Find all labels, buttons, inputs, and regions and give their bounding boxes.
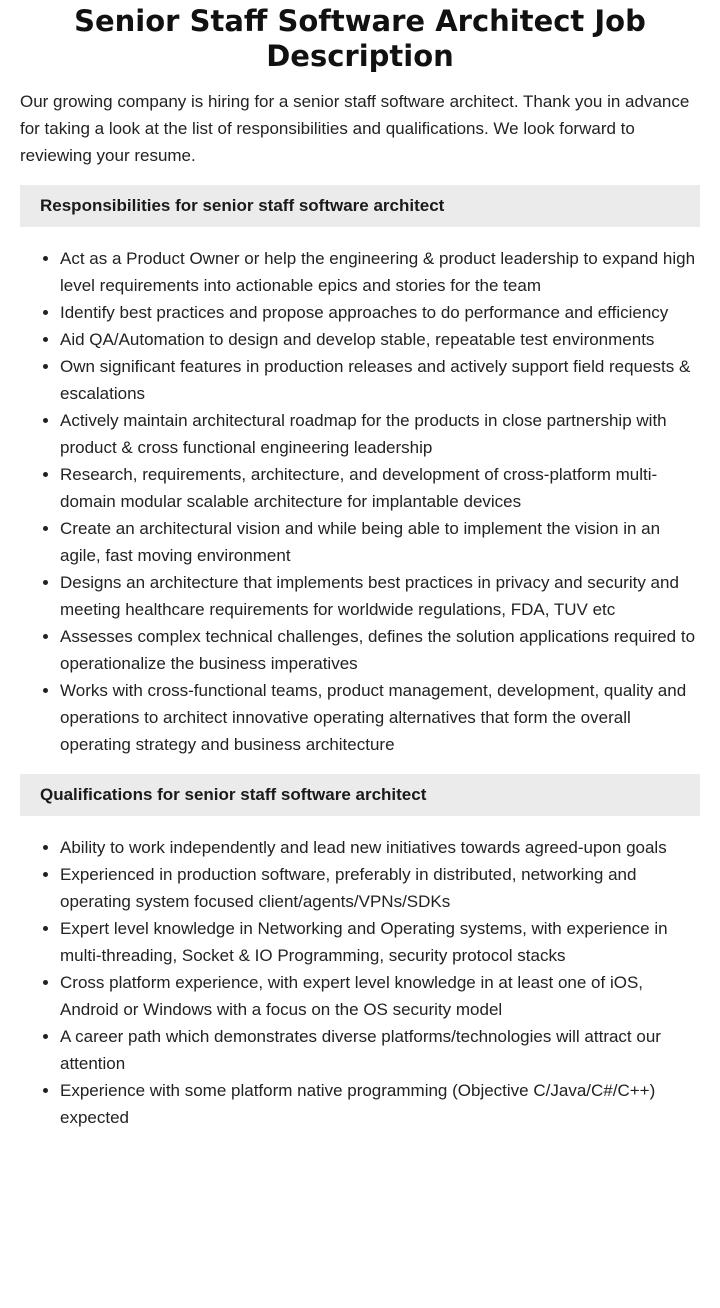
responsibility-item: • Works with cross-functional teams, product management, development, quality and operations to architect innovative operating alternatives that form the overall operating strategy and business architecture [60, 677, 700, 758]
qualification-item: • A career path which demonstrates diverse platforms/technologies will attract our attention [60, 1023, 700, 1077]
qualification-item: • Expert level knowledge in Networking and Operating systems, with experience in multi-threading, Socket & IO Programming, security protocol stacks [60, 915, 700, 969]
responsibility-item: • Aid QA/Automation to design and develop stable, repeatable test environments [60, 326, 700, 353]
responsibility-item: • Own significant features in production releases and actively support field requests & escalations [60, 353, 700, 407]
responsibilities-list [20, 245, 700, 758]
qualification-item: • Ability to work independently and lead new initiatives towards agreed-upon goals [60, 834, 700, 861]
qualification-item: • Experienced in production software, preferably in distributed, networking and operating system focused client/agents/VPNs/SDKs [60, 861, 700, 915]
responsibility-item: • Act as a Product Owner or help the engineering & product leadership to expand high level requirements into actionable epics and stories for the team [60, 245, 700, 299]
responsibility-item: • Create an architectural vision and while being able to implement the vision in an agile, fast moving environment [60, 515, 700, 569]
responsibility-item: • Actively maintain architectural roadmap for the products in close partnership with product & cross functional engineering leadership [60, 407, 700, 461]
qualification-item: • Experience with some platform native programming (Objective C/Java/C#/C++) expected [60, 1077, 700, 1131]
responsibility-item: • Identify best practices and propose approaches to do performance and efficiency [60, 299, 700, 326]
page-title: Senior Staff Software Architect Job Description [74, 4, 646, 73]
responsibility-item: • Assesses complex technical challenges, defines the solution applications required to operationalize the business imperatives [60, 623, 700, 677]
responsibility-item: • Designs an architecture that implements best practices in privacy and security and meeting healthcare requirements for worldwide regulations, FDA, TUV etc [60, 569, 700, 623]
qualifications-heading: Qualifications for senior staff software architect [20, 774, 700, 816]
qualification-item: • Cross platform experience, with expert level knowledge in at least one of iOS, Android or Windows with a focus on the OS security model [60, 969, 700, 1023]
responsibilities-heading: Responsibilities for senior staff software architect [20, 185, 700, 227]
intro-paragraph: Our growing company is hiring for a senior staff software architect. Thank you in advance for taking a look at the list of responsibilities and qualifications. We look forward to reviewing your resume. [20, 92, 690, 165]
responsibility-item: • Research, requirements, architecture, and development of cross-platform multi-domain modular scalable architecture for implantable devices [60, 461, 700, 515]
qualifications-list [20, 834, 700, 1131]
